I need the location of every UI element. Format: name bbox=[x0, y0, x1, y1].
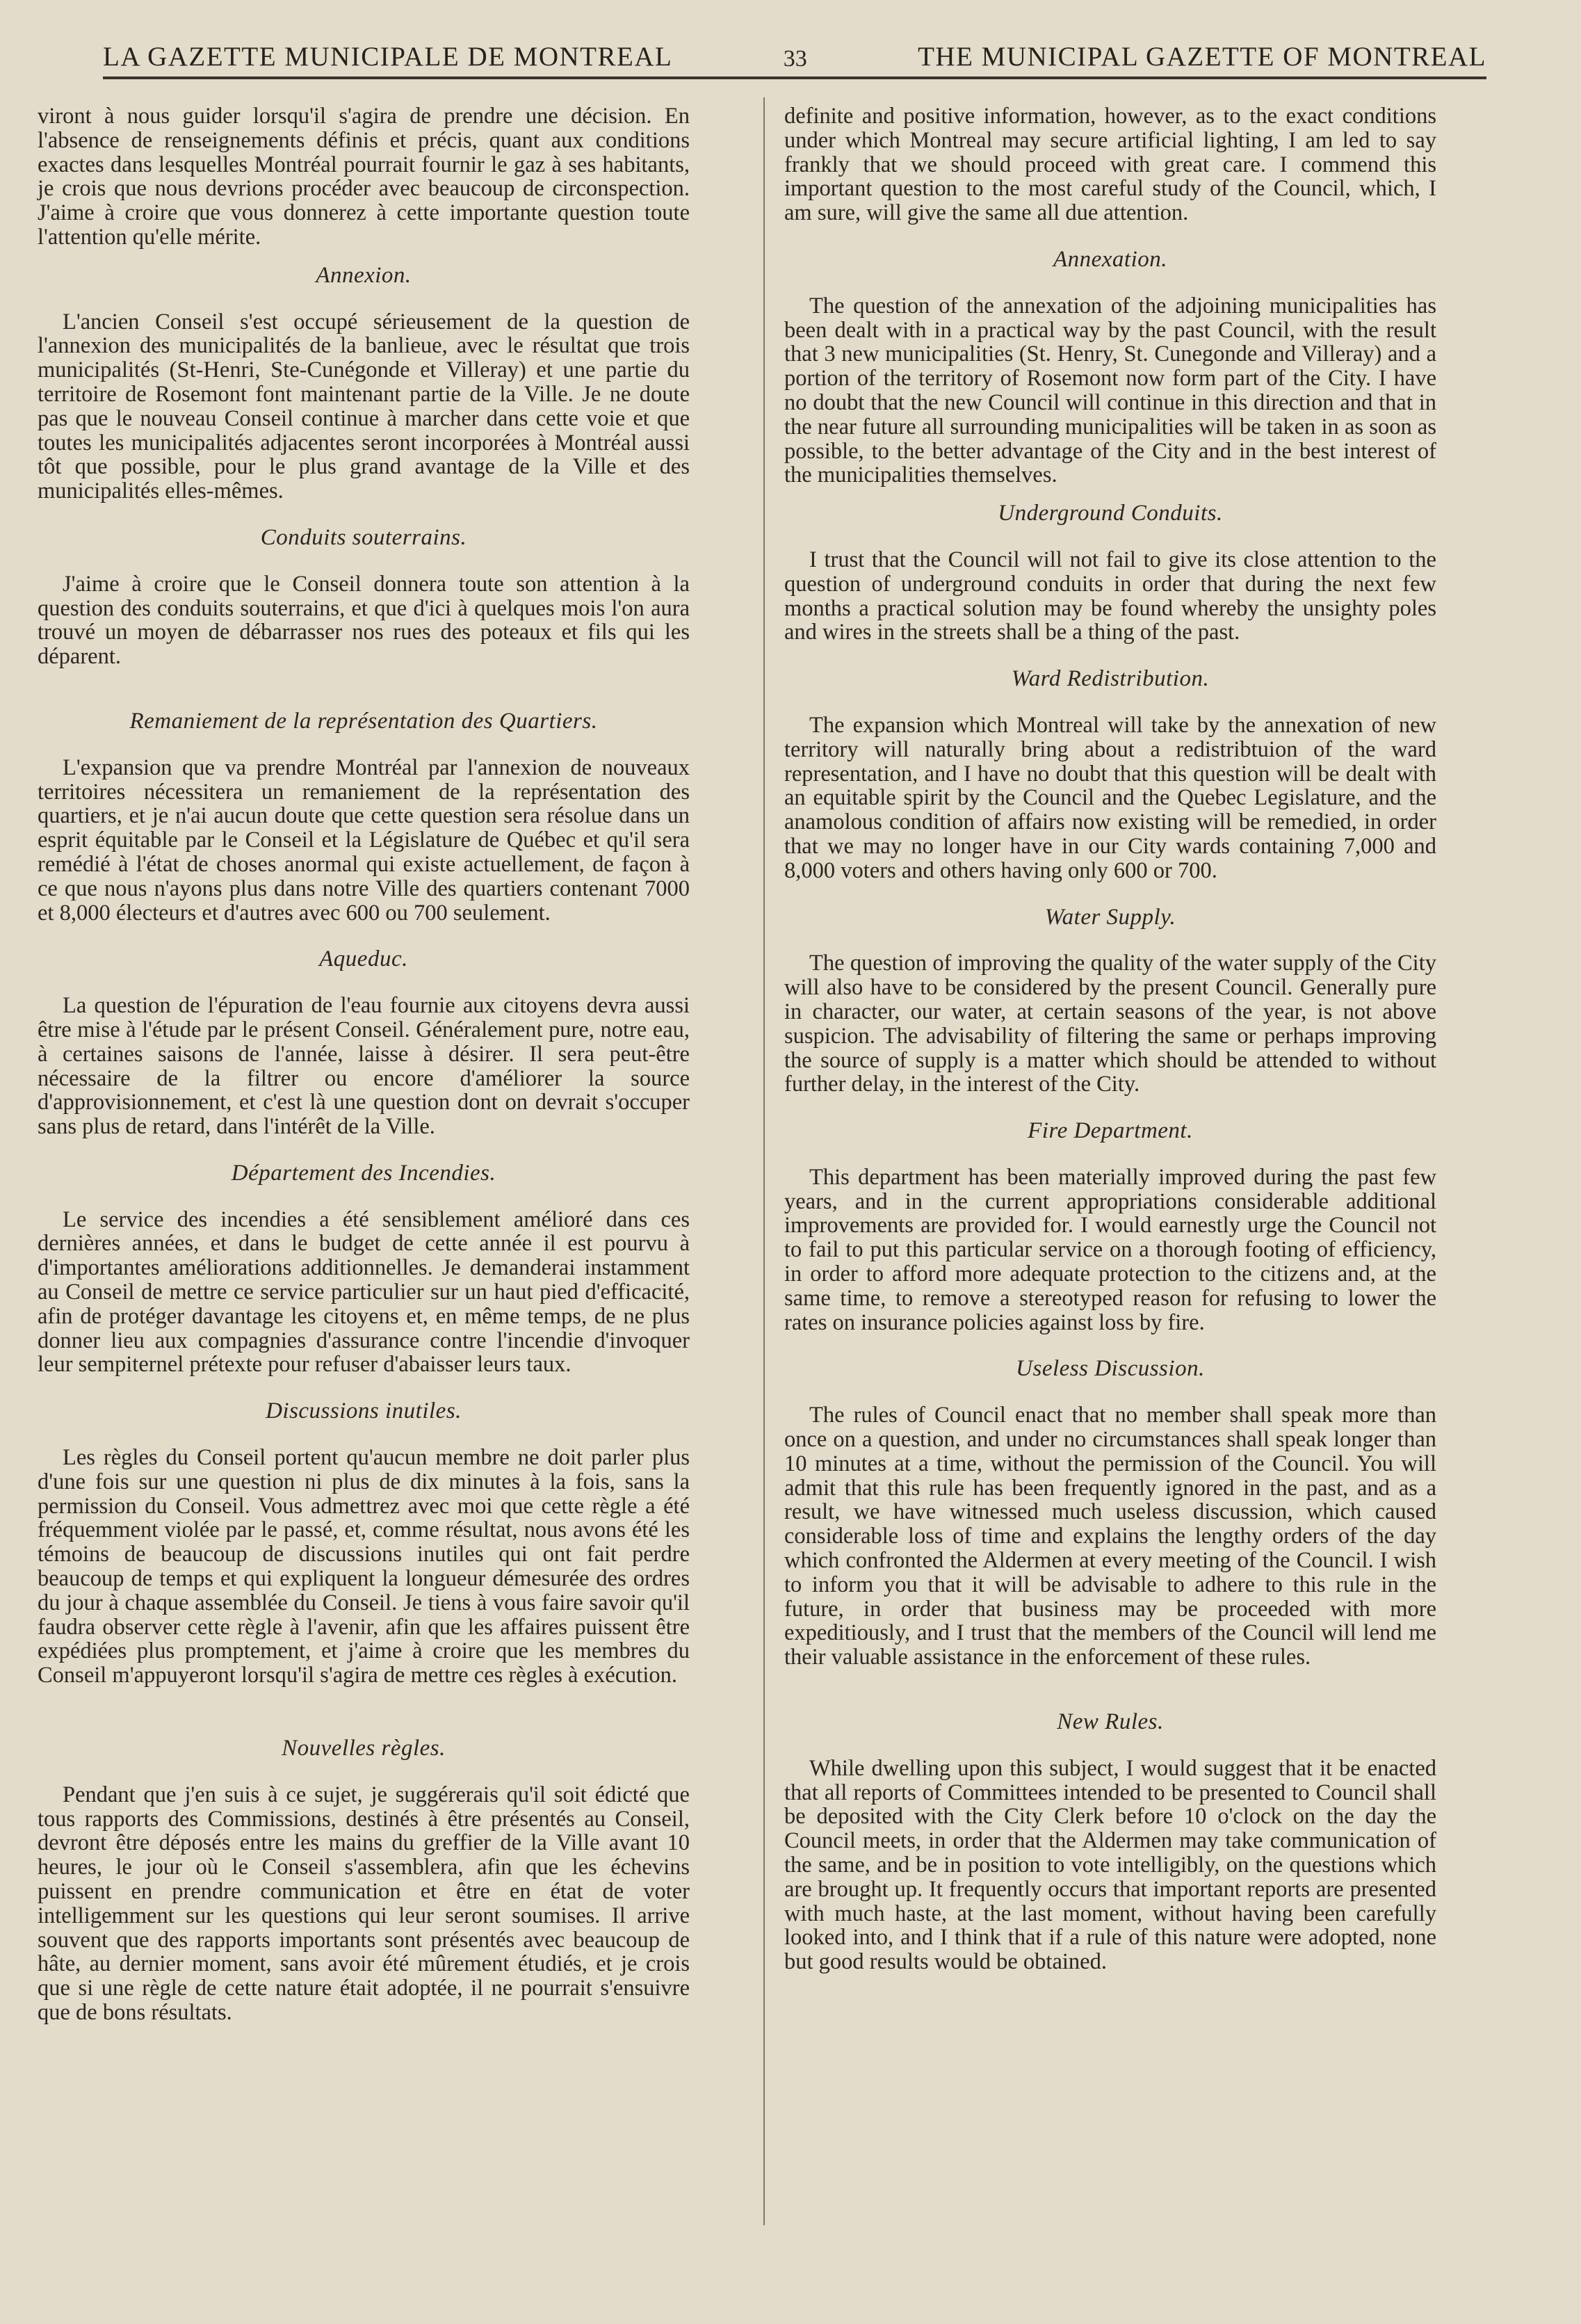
header-french-title: LA GAZETTE MUNICIPALE DE MONTREAL bbox=[103, 42, 673, 72]
french-heading-conduits: Conduits souterrains. bbox=[260, 524, 467, 550]
english-paragraph-underground-conduits: I trust that the Council will not fail to give its close attention to the question of underground conduits in order that during the next few months a practical solution may be found whereby the unsighty poles and wires in the streets shall be a thing of the past. bbox=[784, 547, 1436, 645]
english-paragraph-ward-redistribution: The expansion which Montreal will take by the annexation of new territory will naturally bring about a redistribtuion of the ward representation, and I have no doubt that this question will be dealt with an equitable spirit by the Council and the Quebec Legislature, and the anamolous condition of affairs now existing will be remedied, in order that we may no longer have in our City wards containing 7,000 and 8,000 voters and others having only 600 or 700. bbox=[784, 712, 1436, 883]
french-column bbox=[38, 104, 690, 2025]
english-paragraph-fire-department: This department has been materially improved during the past few years, and in the current appropriations considerable additional improvements are provided for. I would earnestly urge the Council not to fail to put this particular service on a thorough footing of efficiency, in order to afford more adequate protection to the citizens and, at the same time, to remove a stereotyped reason for refusing to lower the rates on insurance policies against loss by fire. bbox=[784, 1164, 1436, 1335]
english-intro-paragraph: definite and positive information, however, as to the exact conditions under which Montreal may secure artificial lighting, I am led to say frankly that we should proceed with great care. I commend this important question to the most careful study of the Council, which, I am sure, will give the same all due attention. bbox=[784, 104, 1436, 226]
english-heading-new-rules: New Rules. bbox=[1057, 1709, 1164, 1735]
english-paragraph-water-supply: The question of improving the quality of the water supply of the City will also have to be considered by the present Council. Generally pure in character, our water, at certain seasons of the year, is not above suspicion. The advisability of filtering the same or perhaps improving the source of supply is a matter which should be attended to without further delay, in the interest of the City. bbox=[784, 951, 1436, 1097]
french-paragraph-remaniement: L'expansion que va prendre Montréal par l'annexion de nouveaux territoires nécessitera un remaniement de la représentation des quartiers, et je n'ai aucun doute que cette question sera résolue dans un esprit équitable par le Conseil et la Législature de Québec et qu'il sera remédié à l'état de choses anormal qui existe actuellement, de façon à ce que nous n'ayons plus dans notre Ville des quartiers contenant 7000 et 8,000 électeurs et d'autres avec 600 ou 700 seulement. bbox=[38, 755, 690, 926]
french-paragraph-incendies: Le service des incendies a été sensiblement amélioré dans ces dernières années, et dans le budget de cette année il est pourvu à d'importantes améliorations additionnelles. Je demanderai instamment au Conseil de mettre ce service particulier sur un haut pied d'efficacité, afin de protéger davantage les citoyens et, en même temps, de ne plus donner lieu aux compagnies d'assurance contre l'incendie d'invoquer leur sempiternel prétexte pour refuser d'abaisser leurs taux. bbox=[38, 1207, 690, 1378]
column-divider bbox=[763, 97, 765, 2225]
page-header bbox=[103, 36, 1486, 79]
english-paragraph-useless-discussion: The rules of Council enact that no member shall speak more than once on a question, and under no circumstances shall speak longer than 10 minutes at a time, without the permission of the Council. You will admit that this rule has been frequently ignored in the past, and as a result, we have witnessed much useless discussion, which caused considerable loss of time and explains the lengthy orders of the day which confronted the Aldermen at every meeting of the Council. I wish to inform you that it will be advisable to adhere to this rule in the future, in order that business may be proceeded with more expeditiously, and I trust that the members of the Council will lend me their valuable assistance in the enforcement of these rules. bbox=[784, 1403, 1436, 1670]
english-heading-ward-redistribution: Ward Redistribution. bbox=[1011, 666, 1210, 692]
english-heading-useless-discussion: Useless Discussion. bbox=[1016, 1356, 1205, 1382]
english-heading-fire-department: Fire Department. bbox=[1028, 1118, 1193, 1144]
english-paragraph-annexation: The question of the annexation of the adjoining municipalities has been dealt with in a practical way by the past Council, with the result that 3 new municipalities (St. Henry, St. Cunegonde and Villeray) and a portion of the territory of Rosemont now form part of the City. I have no doubt that the new Council will continue in this direction and that in the near future all surrounding municipalities will be taken in as soon as possible, to the better advantage of the City and in the best interest of the municipalities themselves. bbox=[784, 293, 1436, 488]
page-number: 33 bbox=[783, 46, 807, 72]
french-heading-aqueduc: Aqueduc. bbox=[319, 946, 408, 972]
english-heading-underground-conduits: Underground Conduits. bbox=[998, 501, 1223, 526]
english-paragraph-new-rules: While dwelling upon this subject, I would suggest that it be enacted that all reports of Committees intended to be presented to Council shall be deposited with the City Clerk before 10 o'clock on the day the Council meets, in order that the Aldermen may take communication of the same, and be in position to vote intelligibly, on the questions which are brought up. It frequently occurs that important reports are presented with much haste, at the last moment, without having been carefully looked into, and I think that if a rule of this nature were adopted, none but good results would be obtained. bbox=[784, 1755, 1436, 1975]
english-heading-annexation: Annexation. bbox=[1053, 246, 1168, 272]
french-heading-remaniement: Remaniement de la représentation des Quartiers. bbox=[129, 708, 598, 734]
french-heading-incendies: Département des Incendies. bbox=[231, 1160, 496, 1186]
english-column bbox=[784, 104, 1436, 1974]
french-heading-discussions: Discussions inutiles. bbox=[266, 1398, 462, 1424]
english-heading-water-supply: Water Supply. bbox=[1044, 904, 1176, 930]
french-intro-paragraph: viront à nous guider lorsqu'il s'agira de prendre une décision. En l'absence de renseignements définis et précis, quant aux conditions exactes dans lesquelles Montréal pourrait fournir le gaz à ses habitants, je crois que nous devrions procéder avec beaucoup de circonspection. J'aime à croire que vous donnerez à cette importante question toute l'attention qu'elle mérite. bbox=[38, 104, 690, 250]
french-heading-annexion: Annexion. bbox=[316, 262, 412, 288]
french-paragraph-conduits: J'aime à croire que le Conseil donnera toute son attention à la question des conduits souterrains, et que d'ici à quelques mois l'on aura trouvé un moyen de débarrasser nos rues des poteaux et fils qui les déparent. bbox=[38, 571, 690, 670]
french-paragraph-annexion: L'ancien Conseil s'est occupé sérieusement de la question de l'annexion des municipalités de la banlieue, avec le résultat que trois municipalités (St-Henri, Ste-Cunégonde et Villeray) et une partie du territoire de Rosemont font maintenant partie de la Ville. Je ne doute pas que le nouveau Conseil continue à marcher dans cette voie et que toutes les municipalités adjacentes seront incorporées à Montréal aussi tôt que possible, pour le plus grand avantage de la Ville et des municipalités elles-mêmes. bbox=[38, 309, 690, 504]
french-paragraph-nouvelles-regles: Pendant que j'en suis à ce sujet, je suggérerais qu'il soit édicté que tous rapports des Commissions, destinés à être présentés au Conseil, devront être déposés entre les mains du greffier de la Ville avant 10 heures, le jour où le Conseil s'assemblera, afin que les échevins puissent en prendre communication et être en état de voter intelligemment sur les questions qui leur seront soumises. Il arrive souvent que des rapports importants sont présentés avec beaucoup de hâte, au dernier moment, sans avoir été mûrement étudiés, et je crois que si une règle de cette nature était adoptée, il ne pourrait s'ensuivre que de bons résultats. bbox=[38, 1782, 690, 2025]
french-paragraph-aqueduc: La question de l'épuration de l'eau fournie aux citoyens devra aussi être mise à l'étude par le présent Conseil. Généralement pure, notre eau, à certaines saisons de l'année, laisse à désirer. Il sera peut-être nécessaire de la filtrer ou encore d'améliorer la source d'approvisionnement, et c'est là une question dont on devrait s'occuper sans plus de retard, dans l'intérêt de la Ville. bbox=[38, 993, 690, 1140]
french-paragraph-discussions: Les règles du Conseil portent qu'aucun membre ne doit parler plus d'une fois sur une question ni plus de dix minutes à la fois, sans la permission du Conseil. Vous admettrez avec moi que cette règle a été fréquemment violée par le passé, et, comme résultat, nous avons été les témoins de beaucoup de discussions inutiles qui ont fait perdre beaucoup de temps et qui expliquent la longueur démesurée des ordres du jour à chaque assemblée du Conseil. Je tiens à vous faire savoir qu'il faudra observer cette règle à l'avenir, afin que les affaires puissent être expédiées plus promptement, et j'aime à croire que les membres du Conseil m'appuyeront lorsqu'il s'agira de mettre ces règles à exécution. bbox=[38, 1445, 690, 1688]
header-english-title: THE MUNICIPAL GAZETTE OF MONTREAL bbox=[918, 42, 1486, 72]
french-heading-nouvelles-regles: Nouvelles règles. bbox=[282, 1736, 446, 1761]
